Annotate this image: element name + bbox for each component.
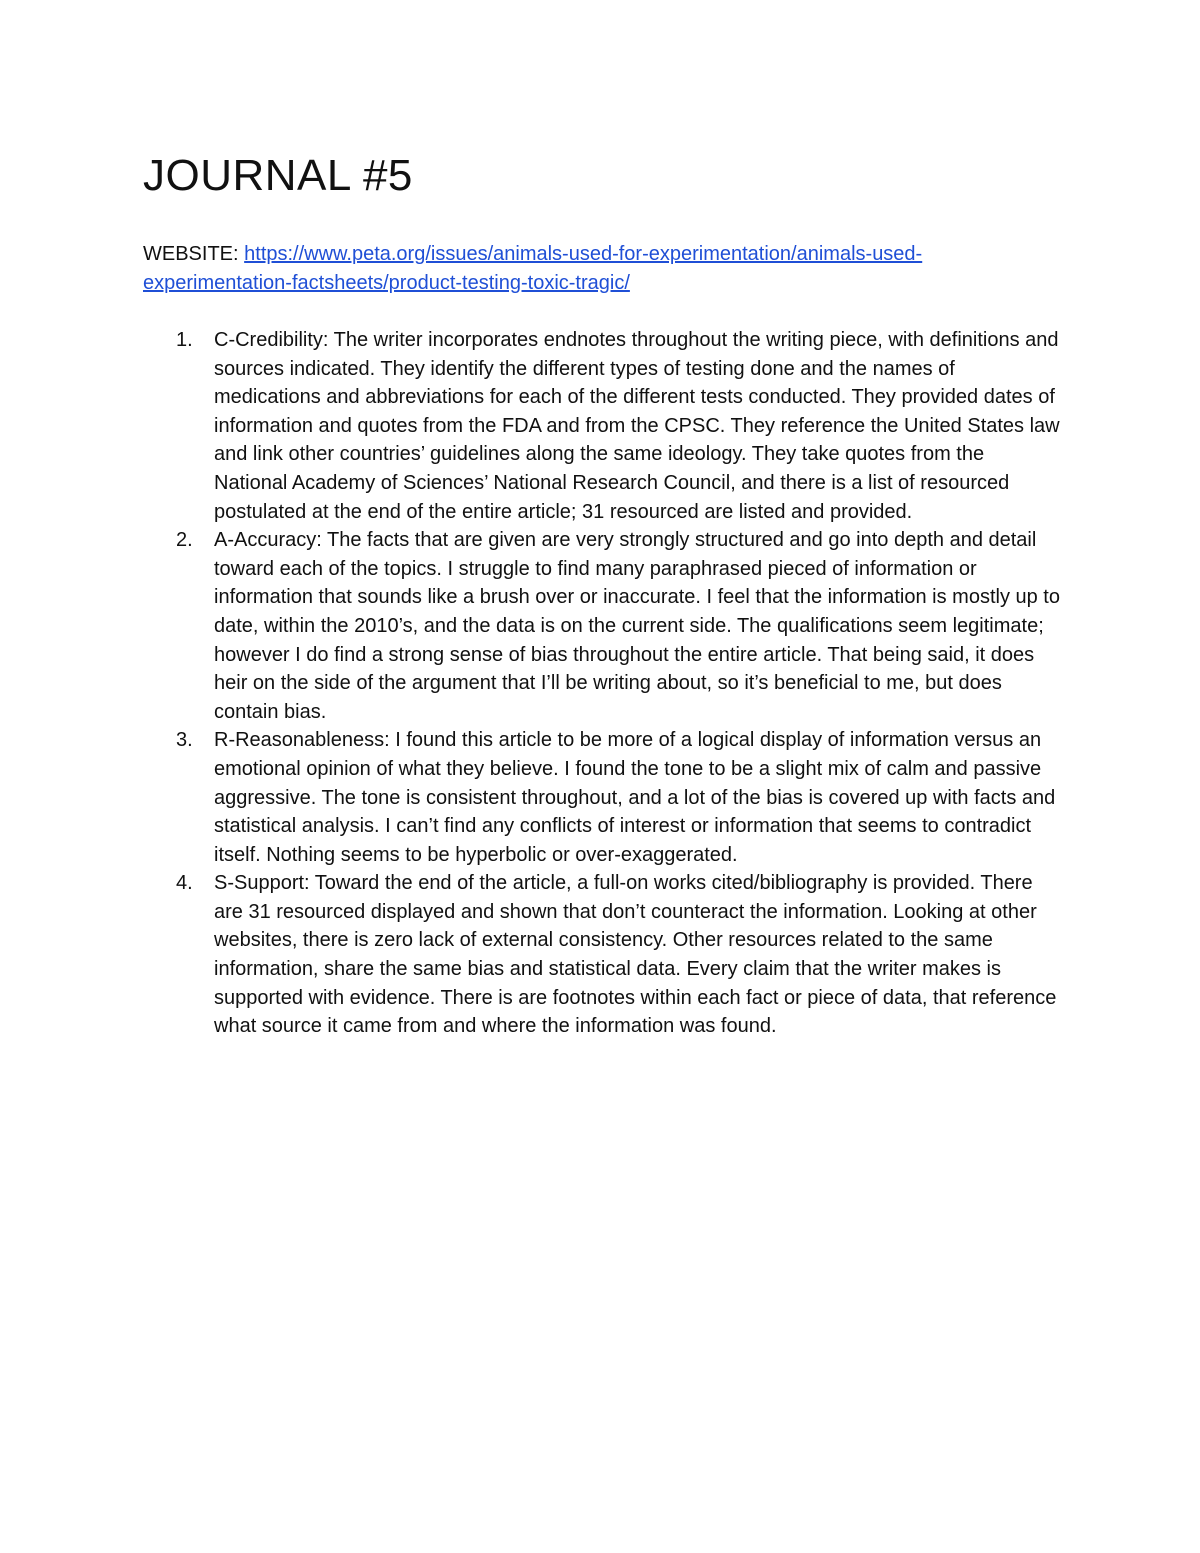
list-item-text: C-Credibility: The writer incorporates endnotes throughout the writing piece, with definitions and sources indicated. They identify the different types of testing done and the names of medications and abbreviations for each of the different tests conducted. They provided dates of information and quotes from the FDA and from the CPSC. They reference the United States law and link other countries’ guidelines along the same ideology. They take quotes from the National Academy of Sciences’ National Research Council, and there is a list of resourced postulated at the end of the entire article; 31 resourced are listed and provided. [214, 329, 1060, 523]
list-item [143, 869, 1063, 1041]
list-item-text: S-Support: Toward the end of the article, a full-on works cited/bibliography is provided. There are 31 resourced displayed and shown that don’t counteract the information. Looking at other websites, there is zero lack of external consistency. Other resources related to the same information, share the same bias and statistical data. Every claim that the writer makes is supported with evidence. There is are footnotes within each fact or piece of data, that reference what source it came from and where the information was found. [214, 872, 1057, 1038]
list-item-number: 4. [176, 872, 193, 895]
website-line [143, 240, 1043, 298]
page-title: JOURNAL #5 [143, 151, 413, 200]
list-item [143, 726, 1063, 869]
website-link[interactable]: https://www.peta.org/issues/animals-used-for-experimentation/animals-used-experimentation-factsheets/product-testing-toxic-tragic/ [143, 243, 923, 294]
list-item-text: R-Reasonableness: I found this article to be more of a logical display of information versus an emotional opinion of what they believe. I found the tone to be a slight mix of calm and passive aggressive. The tone is consistent throughout, and a lot of the bias is covered up with facts and statistical analysis. I can’t find any conflicts of interest or information that seems to contradict itself. Nothing seems to be hyperbolic or over-exaggerated. [214, 729, 1056, 866]
website-label: WEBSITE: [143, 243, 239, 265]
list-item [143, 526, 1063, 726]
evaluation-list [143, 326, 1063, 1041]
list-item-number: 1. [176, 329, 193, 351]
list-item-number: 3. [176, 729, 193, 752]
list-item-number: 2. [176, 529, 193, 552]
list-item-text: A-Accuracy: The facts that are given are very strongly structured and go into depth and detail toward each of the topics. I struggle to find many paraphrased pieced of information or information that sounds like a brush over or inaccurate. I feel that the information is mostly up to date, within the 2010’s, and the data is on the current side. The qualifications seem legitimate; however I do find a strong sense of bias throughout the entire article. That being said, it does heir on the side of the argument that I’ll be writing about, so it’s beneficial to me, but does contain bias. [214, 529, 1060, 723]
list-item [143, 326, 1063, 526]
